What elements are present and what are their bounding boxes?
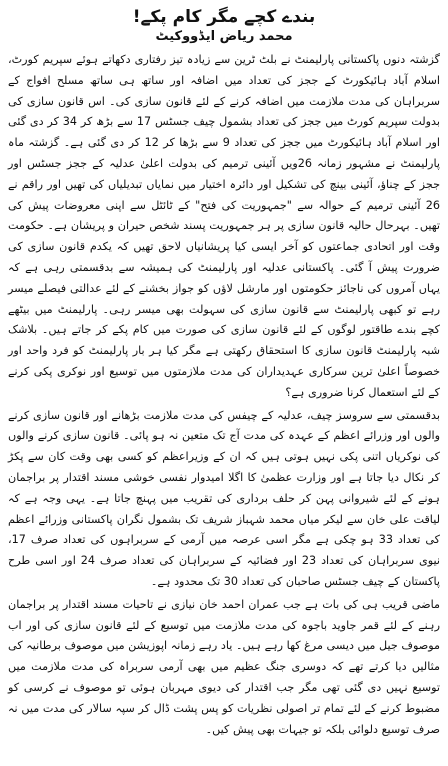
author-byline: محمد ریاض ایڈووکیٹ	[155, 29, 293, 44]
article-headline: بندے کچے مگر کام پکے!	[132, 7, 316, 27]
article-paragraph-3: ماضی قریب ہی کی بات ہے جب عمران احمد خان نیازی نے تاحیات مسند اقتدار پر براجمان رہنے کے لئے قمر جاوید باجوہ کی مدت ملازمت میں توسیع کے لئے قانون سازی کی اور اب موصوف جیل میں دیسی مرغ کھا رہے ہیں۔ یاد رہے زمانہ اپوزیشن میں موصوف برطانیہ کی مثالیں دیا کرتے تھے کہ دوسری جنگ عظیم میں بھی آرمی سربراہ کی مدت ملازمت میں توسیع نہیں دی گئی تھی مگر جب اقتدار کی دیوی مہربان ہوئی تو موصوف نے کرسی کو مضبوط کرنے کے لئے تمام تر اصولی نظریات کو پس پشت ڈال کر سپہ سالار کی مدت میں نہ صرف توسیع دلوائی بلکہ تو جیہات بھی پیش کیں۔	[8, 597, 440, 736]
article-paragraph-2: بدقسمتی سے سروسز چیف، عدلیہ کے چیفس کی مدت ملازمت بڑھانے اور قانون سازی کرنے والوں اور وزرائے اعظم کے عہدہ کی مدت آج تک متعین نہ ہو پائی۔ قانون سازی کرنے والوں کی نوکریاں اتنی پکی نہیں ہوتی ہیں کہ ان کے وزیراعظم کو کسی بھی وقت کان سے پکڑ کر نکال دیا جاتا ہے اور وزارت عظمیٰ کا اگلا امیدوار نفسی خوشی مسند اقتدار پر براجمان ہونے کے لئے شیروانی پہن کر حلف برداری کی تقریب میں پہنچ جاتا ہے۔ یہی وجہ ہے کہ لیاقت علی خان سے لیکر میاں محمد شہباز شریف تک بشمول نگران پاکستانی وزرائے اعظم کی تعداد 33 ہو چکی ہے مگر اسی عرصہ میں آرمی کے سربراہوں کی تعداد صرف 17، نیوی سربراہان کی تعداد 23 اور فضائیہ کے سربراہان کی تعداد صرف 24 اور اسی طرح پاکستان کے چیف جسٹس صاحبان کی تعداد 30 تک محدود ہے۔	[8, 408, 441, 588]
article-paragraph-1: گزشتہ دنوں پاکستانی پارلیمنٹ نے بلٹ ٹرین سے زیادہ تیز رفتاری دکھاتے ہوئے سپریم کورٹ، اسلام آباد ہائیکورٹ کے ججز کی تعداد میں اضافہ اور ساتھ ہی ساتھ مسلح افواج کے سربراہان کی مدت ملازمت میں اضافہ کرنے کے لئے قانون سازی کی۔ اس قانون سازی کی بدولت سپریم کورٹ میں ججز کی تعداد بشمول چیف جسٹس 17 سے بڑھ کر 34 کر دی گئی اور اسلام آباد ہائیکورٹ میں ججز کی تعداد 9 سے بڑھا کر 12 کر دی گئی ہے۔ گزشتہ ماہ پارلیمنٹ نے مشہور زمانہ 26ویں آئینی ترمیم کی بدولت اعلیٰ عدلیہ کے ججز جسٹس اور ججز کے چناؤ، آئینی بینچ کی تشکیل اور دائرہ اختیار میں نمایاں تبدیلیاں کی تھیں اور راقم نے 26 آئینی ترمیم کے حوالہ سے "جمہوریت کی فتح" کے ٹائٹل سے اپنی معروضات پیش کی تھیں۔ بہرحال حالیہ قانون سازی پر ہر جمہوریت پسند شخص حیران و پریشان ہے۔ حکومت وقت اور اتحادی جماعتوں کو آخر ایسی کیا پریشانیاں لاحق تھیں کہ یکدم قانون سازی کی ضرورت پیش آ گئی۔ پاکستانی عدلیہ اور پارلیمنٹ کی ہمیشہ سے بدقسمتی رہی ہے کہ یہاں آمروں کی ناجائز حکومتوں اور مارشل لاؤں کو جواز بخشنے کے لئے عدالتی فیصلے میسر رہے تو کبھی پارلیمنٹ سے قانون سازی کی سہولت بھی میسر رہی۔ پارلیمنٹ میں بیٹھے کچے بندے طاقتور لوگوں کے لئے قانون سازی کی صورت میں کام پکے کر جاتے ہیں۔ بلاشک شبہ پارلیمنٹ قانون سازی کا استحقاق رکھتی ہے مگر کیا ہر بار پارلیمنٹ کو فرد واحد اور خصوصاً اعلیٰ ترین سرکاری عہدیداران کی مدت ملازمتوں میں توسیع اور نوکری پکی کرنے کے لئے استعمال کرنا ضروری ہے؟	[8, 53, 441, 399]
article-body	[8, 50, 440, 740]
